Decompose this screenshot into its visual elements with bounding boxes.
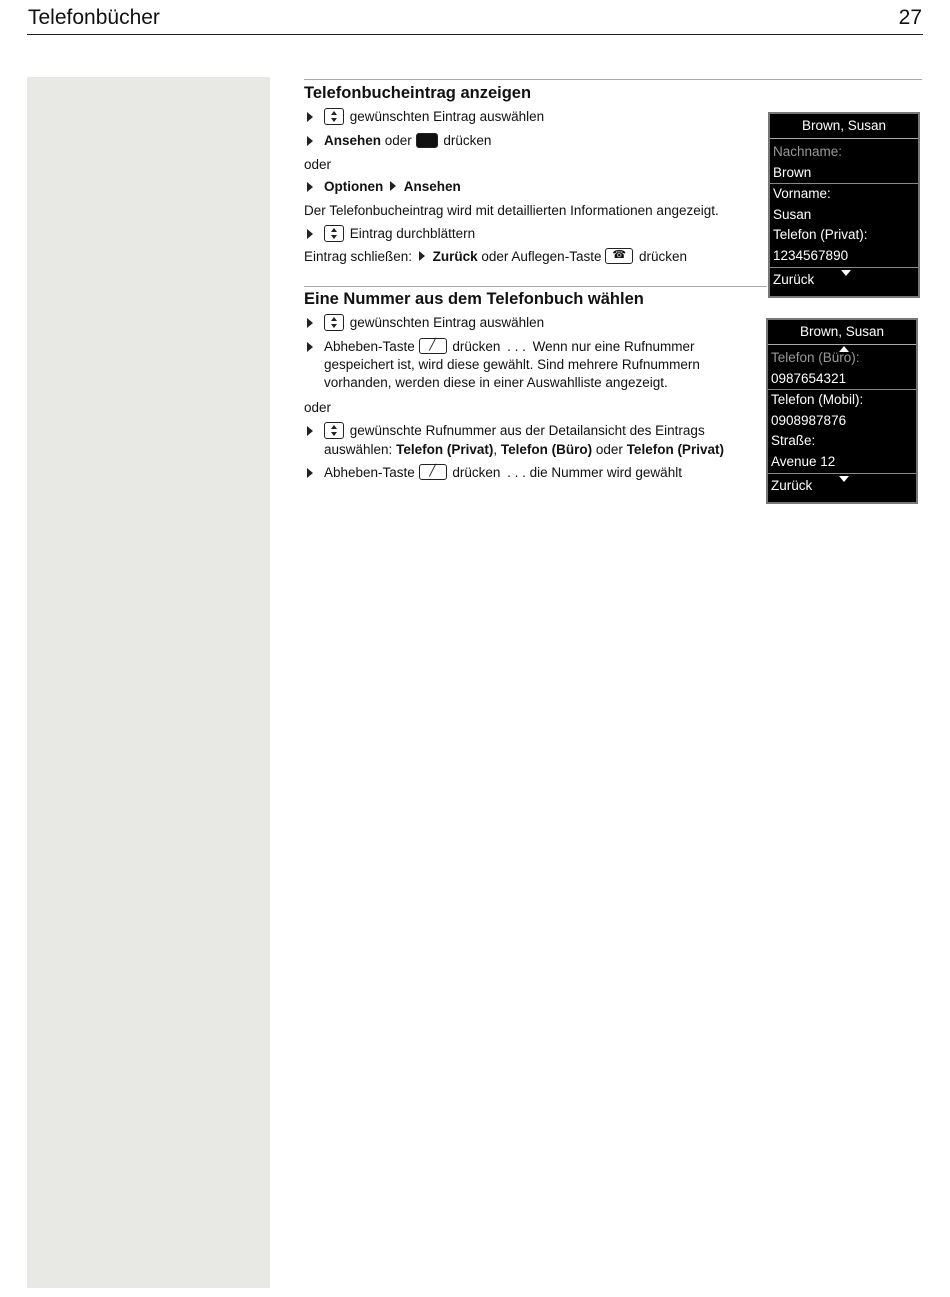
screen-field-value: 0987654321 (768, 369, 916, 391)
scroll-down-icon (841, 270, 851, 276)
display-softkey-icon (416, 133, 438, 148)
call-key-icon: ╱ (419, 338, 447, 354)
call-key-icon: ╱ (419, 464, 447, 480)
menu-path-item: Optionen (324, 179, 384, 194)
screen-field-label: Straße: (771, 433, 816, 449)
instruction-step (304, 338, 754, 392)
section-title-view-entry: Telefonbucheintrag anzeigen (304, 84, 532, 102)
up-down-navigation-key-icon (324, 314, 344, 331)
up-down-navigation-key-icon (324, 108, 344, 125)
screen-field-label: Telefon (Mobil): (771, 392, 864, 408)
scroll-up-icon (839, 346, 849, 352)
step-text: gewünschten Eintrag auswählen (349, 109, 545, 125)
screen-field-value: Susan (773, 206, 812, 222)
screen-field-label: Telefon (Büro): (771, 350, 860, 365)
step-text: drücken (452, 339, 501, 354)
softkey-label: Ansehen (324, 133, 382, 148)
step-text: , (493, 442, 498, 457)
step-text: drücken (452, 465, 501, 480)
step-text: Abheben-Taste (324, 465, 415, 480)
step-text: gewünschte Rufnummer aus der Detailansicht des Eintrags auswählen: (324, 423, 705, 457)
handset-display-entry-details (768, 112, 920, 298)
triangle-bullet-icon (419, 251, 425, 261)
close-instruction (304, 248, 687, 266)
page-number: 27 (898, 6, 922, 29)
instruction-step (304, 225, 475, 244)
menu-path-arrow-icon (390, 181, 396, 191)
screen-title: Brown, Susan (768, 320, 916, 345)
up-down-navigation-key-icon (324, 225, 344, 242)
section-title-dial-number: Eine Nummer aus dem Telefonbuch wählen (304, 290, 644, 308)
triangle-bullet-icon (307, 342, 313, 352)
step-text: . . . Wenn nur eine Rufnummer gespeichert ist, wird diese gewählt. Sind mehrere Rufnummern vorhanden, werden diese in einer Auswahlliste angezeigt. (324, 339, 700, 391)
triangle-bullet-icon (307, 136, 313, 146)
instruction-step (304, 464, 682, 482)
triangle-bullet-icon (307, 468, 313, 478)
step-text: Eintrag schließen: (304, 249, 413, 264)
option-label: Telefon (Privat) (626, 442, 724, 457)
option-label: Telefon (Privat) (396, 442, 494, 457)
step-text: oder Auflegen-Taste (481, 249, 602, 264)
scroll-down-icon (839, 476, 849, 482)
screen-field-label: Telefon (Privat): (773, 227, 868, 243)
step-text: oder (595, 442, 623, 457)
screen-field-value: 1234567890 (773, 247, 849, 263)
up-down-navigation-key-icon (324, 422, 344, 439)
triangle-bullet-icon (307, 229, 313, 239)
instruction-step (304, 422, 754, 459)
instruction-step (304, 132, 491, 150)
softkey-back: Zurück (768, 473, 916, 498)
margin-column (27, 77, 270, 1288)
menu-path-item: Ansehen (403, 179, 461, 194)
screen-field-value: 0908987876 (771, 412, 847, 428)
step-text: Abheben-Taste (324, 339, 415, 354)
triangle-bullet-icon (307, 318, 313, 328)
option-label: Telefon (Büro) (500, 442, 593, 457)
header-rule (27, 34, 923, 35)
instruction-step (304, 108, 544, 127)
section-divider (304, 286, 767, 287)
or-separator: oder (304, 400, 332, 415)
instruction-step (304, 178, 461, 196)
step-text: oder (384, 133, 412, 148)
info-paragraph: Der Telefonbucheintrag wird mit detaillierten Informationen angezeigt. (304, 203, 719, 218)
section-divider (304, 79, 922, 80)
instruction-step (304, 314, 544, 333)
step-text: . . . die Nummer wird gewählt (500, 465, 682, 480)
softkey-label: Zurück (432, 249, 478, 264)
softkey-back: Zurück (770, 267, 918, 292)
triangle-bullet-icon (307, 112, 313, 122)
handset-display-entry-details-scrolled (766, 318, 918, 504)
step-text: drücken (639, 249, 688, 264)
screen-field-label: Nachname: (773, 144, 843, 159)
running-header-title: Telefonbücher (28, 6, 160, 29)
triangle-bullet-icon (307, 426, 313, 436)
step-text: Eintrag durchblättern (349, 226, 476, 242)
screen-field-label: Vorname: (773, 186, 831, 202)
or-separator: oder (304, 157, 332, 172)
step-text: gewünschten Eintrag auswählen (349, 315, 545, 331)
triangle-bullet-icon (307, 182, 313, 192)
end-call-key-icon: ☎ (605, 248, 633, 264)
screen-title: Brown, Susan (770, 114, 918, 139)
screen-field-value: Brown (770, 163, 918, 185)
step-text: drücken (443, 133, 492, 148)
screen-field-value: Avenue 12 (771, 453, 836, 469)
